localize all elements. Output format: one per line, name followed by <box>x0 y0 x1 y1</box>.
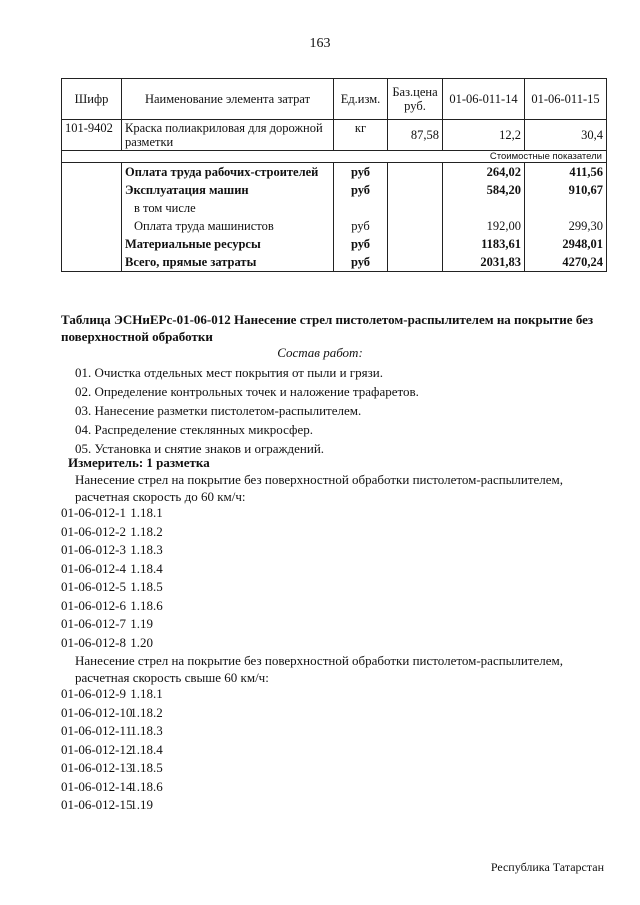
item-code: 01-06-012-14 <box>61 778 133 794</box>
cost-table <box>61 78 607 272</box>
resource-value-14: 2031,83 <box>443 253 525 272</box>
item-ref: 1.18.4 <box>130 560 163 576</box>
item-ref: 1.20 <box>130 634 153 650</box>
work-list <box>75 363 615 458</box>
page-number: 163 <box>309 36 331 51</box>
table-header-row <box>62 79 607 120</box>
cell-value-14: 12,2 <box>443 120 525 151</box>
list-item <box>61 634 163 653</box>
table-row <box>62 217 607 235</box>
resource-value-14: 1183,61 <box>443 235 525 253</box>
resource-value-14: 264,02 <box>443 163 525 182</box>
resource-value-15: 2948,01 <box>525 235 607 253</box>
list-item <box>61 615 163 634</box>
resource-name: Оплата труда машинистов <box>122 217 334 235</box>
item-ref: 1.18.6 <box>130 597 163 613</box>
item-ref: 1.18.1 <box>130 505 163 520</box>
item-code: 01-06-012-7 <box>61 616 126 631</box>
item-ref: 1.18.3 <box>130 723 163 738</box>
item-code: 01-06-012-13 <box>61 760 133 775</box>
resource-value-14: 192,00 <box>443 217 525 235</box>
resource-value-15: 411,56 <box>525 163 607 182</box>
item-ref: 1.18.1 <box>130 686 163 701</box>
item-ref: 1.19 <box>130 797 153 812</box>
header-unit: Ед.изм. <box>334 79 388 120</box>
resource-unit: руб <box>334 235 388 253</box>
item-code: 01-06-012-8 <box>61 634 126 650</box>
resource-name: в том числе <box>122 199 334 217</box>
item-code: 01-06-012-5 <box>61 579 126 594</box>
table-row <box>62 199 607 217</box>
cell-base-price: 87,58 <box>388 120 443 151</box>
item-ref: 1.18.2 <box>130 523 163 539</box>
resource-value-14 <box>443 199 525 217</box>
list-item: 01. Очистка отдельных мест покрытия от пыли и грязи. <box>75 365 383 380</box>
item-code: 01-06-012-11 <box>61 723 133 738</box>
item-ref: 1.18.5 <box>130 760 163 775</box>
footer-region: Республика Татарстан <box>490 860 604 874</box>
resource-name: Эксплуатация машин <box>122 181 334 199</box>
cell-code: 101-9402 <box>62 120 122 151</box>
item-code: 01-06-012-12 <box>61 741 133 757</box>
table-row <box>62 181 607 199</box>
list-item: 03. Нанесение разметки пистолетом-распылителем. <box>75 403 362 418</box>
list-item <box>61 759 163 778</box>
table-row <box>62 120 607 151</box>
resource-value-15: 4270,24 <box>525 253 607 272</box>
list-item <box>61 741 163 760</box>
list-item <box>61 504 163 523</box>
list-item <box>61 722 163 741</box>
resource-value-15: 910,67 <box>525 181 607 199</box>
composition-title: Состав работ: <box>277 345 363 360</box>
item-code: 01-06-012-3 <box>61 542 126 557</box>
table-subheader-row <box>62 151 607 163</box>
cost-indicators-label: Стоимостные показатели <box>62 151 607 163</box>
header-base-price: Баз.цена руб. <box>388 79 443 120</box>
item-ref: 1.19 <box>130 616 153 631</box>
list-item <box>61 597 163 616</box>
item-code: 01-06-012-1 <box>61 505 126 520</box>
list-item: 04. Распределение стеклянных микросфер. <box>75 422 313 437</box>
resource-unit: руб <box>334 217 388 235</box>
resource-unit: руб <box>334 181 388 199</box>
cell-unit: кг <box>334 120 388 151</box>
item-ref: 1.18.4 <box>130 741 163 757</box>
resource-value-15 <box>525 199 607 217</box>
list-item <box>61 541 163 560</box>
resource-name: Оплата труда рабочих-строителей <box>122 163 334 182</box>
header-name: Наименование элемента затрат <box>122 79 334 120</box>
resource-name: Материальные ресурсы <box>122 235 334 253</box>
resource-value-15: 299,30 <box>525 217 607 235</box>
header-col-15: 01-06-011-15 <box>525 79 607 120</box>
section-title: Таблица ЭСНиЕРс-01-06-012 Нанесение стрел пистолетом-распылителем на покрытие без поверхностной обработки <box>61 312 594 344</box>
list-item <box>61 796 163 815</box>
item-code: 01-06-012-6 <box>61 597 126 613</box>
item-code: 01-06-012-2 <box>61 523 126 539</box>
code-list-1 <box>61 504 163 652</box>
item-ref: 1.18.3 <box>130 542 163 557</box>
resource-name: Всего, прямые затраты <box>122 253 334 272</box>
list-item <box>61 560 163 579</box>
list-item <box>61 685 163 704</box>
table-row <box>62 163 607 182</box>
resource-unit: руб <box>334 253 388 272</box>
item-ref: 1.18.5 <box>130 579 163 594</box>
header-col-14: 01-06-011-14 <box>443 79 525 120</box>
list-item: 02. Определение контрольных точек и наложение трафаретов. <box>75 384 419 399</box>
list-item <box>61 704 163 723</box>
code-list-2 <box>61 685 163 815</box>
item-code: 01-06-012-4 <box>61 560 126 576</box>
item-ref: 1.18.6 <box>130 778 163 794</box>
cell-name: Краска полиакриловая для дорожной разметки <box>122 120 334 151</box>
item-code: 01-06-012-9 <box>61 686 126 701</box>
list-item: 05. Установка и снятие знаков и ограждений. <box>75 441 325 456</box>
resource-value-14: 584,20 <box>443 181 525 199</box>
meter-label: Измеритель: 1 разметка <box>68 455 210 470</box>
resource-unit <box>334 199 388 217</box>
item-code: 01-06-012-15 <box>61 797 133 812</box>
table-row <box>62 253 607 272</box>
list-item <box>61 578 163 597</box>
description-speed-up-to-60: Нанесение стрел на покрытие без поверхностной обработки пистолетом-распылителем, расчетная скорость до 60 км/ч: <box>75 472 564 504</box>
description-speed-over-60: Нанесение стрел на покрытие без поверхностной обработки пистолетом-распылителем, расчетная скорость свыше 60 км/ч: <box>75 653 564 685</box>
list-item <box>61 523 163 542</box>
resource-unit: руб <box>334 163 388 182</box>
item-ref: 1.18.2 <box>130 704 163 720</box>
item-code: 01-06-012-10 <box>61 704 133 720</box>
cell-value-15: 30,4 <box>525 120 607 151</box>
list-item <box>61 778 163 797</box>
table-row <box>62 235 607 253</box>
header-code: Шифр <box>62 79 122 120</box>
